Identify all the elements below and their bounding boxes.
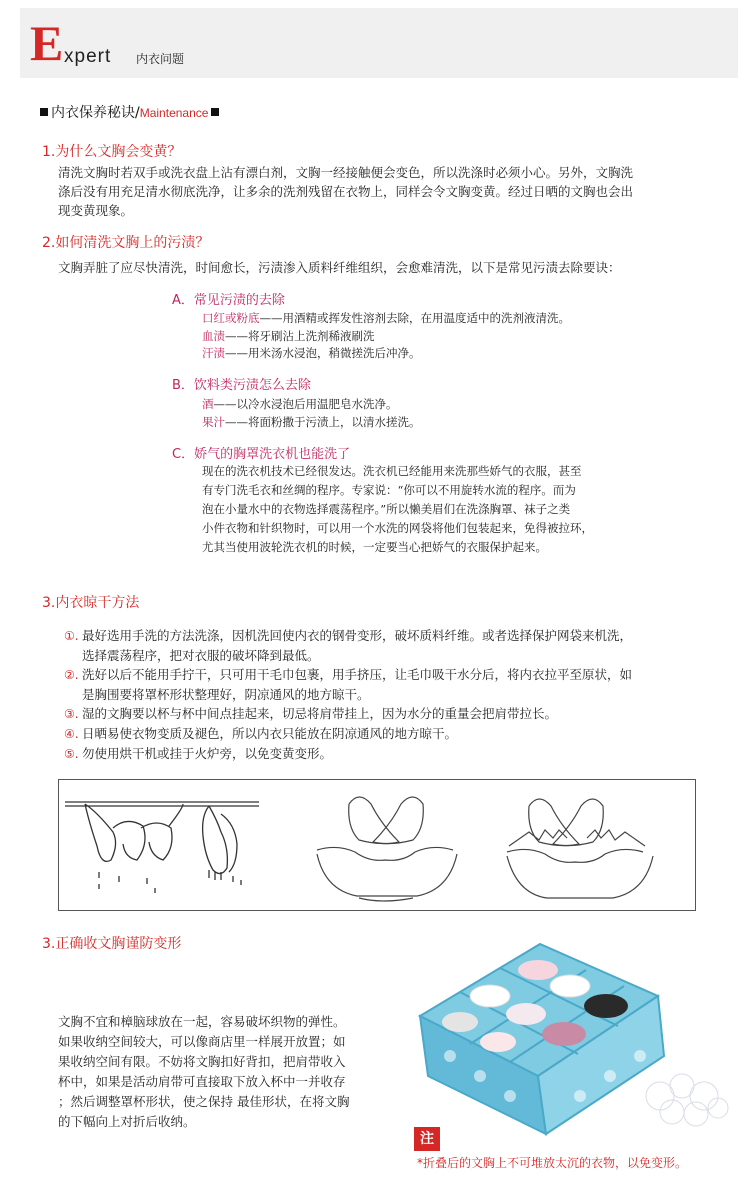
body-line: 有专门洗毛衣和丝绸的程序。专家说：“你可以不用旋转水流的程序。而为 (202, 483, 576, 497)
drying-tip-item (64, 704, 557, 724)
drying-tip-item (64, 665, 632, 704)
storage-box-image (410, 926, 740, 1136)
tip-text: 日晒易使衣物变质及褪色，所以内衣只能放在阴凉通风的地方晾干。 (82, 726, 458, 741)
header-subtitle: 内衣问题 (136, 52, 185, 66)
stain-section-c-title: C．娇气的胸罩洗衣机也能洗了 (172, 447, 351, 462)
tip-number: ②. (64, 668, 79, 682)
tip-text: 勿使用烘干机或挂于火炉旁，以免变黄变形。 (82, 746, 333, 761)
body-line: 文胸不宜和樟脑球放在一起，容易破坏织物的弹性。 (58, 1014, 346, 1029)
tip-text: 湿的文胸要以杯与杯中间点挂起来，切忌将肩带挂上，因为水分的重量会把肩带拉长。 (82, 706, 558, 721)
body-line: 现变黄现象。 (58, 203, 134, 218)
bra-hanging-icon (65, 802, 259, 893)
header-banner (20, 8, 738, 78)
bra-folded-icon (317, 797, 457, 901)
stain-line (202, 396, 398, 413)
tip-text: 最好选用手洗的方法洗涤，因机洗回使内衣的钢骨变形，破坏质料纤维。或者选择保护网袋来机洗， (82, 628, 633, 643)
tip-number: ①. (64, 629, 79, 643)
stain-label: 酒 (202, 397, 214, 411)
tip-number: ④. (64, 727, 79, 741)
body-line: 果收纳空间有限。不妨将文胸扣好背扣，把肩带收入 (58, 1054, 346, 1069)
drying-illustration-svg (59, 780, 695, 910)
question-4-body (58, 1012, 398, 1132)
stain-label: 汗渍 (202, 346, 225, 360)
stain-text: ——用酒精或挥发性溶剂去除，在用温度适中的洗剂液清洗。 (259, 311, 570, 325)
square-bullet-icon (211, 108, 219, 116)
drying-tip-item (64, 626, 632, 665)
washing-machine-paragraph (202, 462, 662, 557)
storage-box-icon (410, 926, 740, 1136)
body-line: ；然后调整罩杯形状，使之保持 最佳形状，在将文胸 (58, 1094, 350, 1109)
question-1-title: 1.为什么文胸会变黄？ (42, 144, 182, 160)
stain-text: ——用米汤水浸泡，稍微搓洗后冲净。 (225, 346, 421, 360)
question-2-title: 2.如何清洗文胸上的污渍？ (42, 235, 210, 251)
section-title-en: Maintenance (139, 106, 209, 120)
stain-text: ——以冷水浸泡后用温肥皂水洗净。 (213, 397, 398, 411)
body-line: 现在的洗衣机技术已经很发达。洗衣机已经能用来洗那些娇气的衣服，甚至 (202, 464, 582, 478)
question-3-title: 3.内衣晾干方法 (42, 595, 140, 611)
bra-shaping-hands-icon (507, 799, 653, 898)
stain-label: 血渍 (202, 329, 225, 343)
tip-text: 洗好以后不能用手拧干，只可用干毛巾包裹，用手挤压，让毛巾吸干水分后，将内衣拉平至原状，如 (82, 667, 633, 682)
drying-tip-item (64, 744, 332, 764)
header-logo-word: xpert (64, 46, 112, 67)
stain-line (202, 310, 570, 327)
stain-line (202, 328, 375, 345)
question-2-intro: 文胸弄脏了应尽快清洗，时间愈长，污渍渗入质料纤维组织，会愈难清洗，以下是常见污渍去除要诀： (58, 260, 621, 275)
note-text: *折叠后的文胸上不可堆放太沉的衣物，以免变形。 (417, 1156, 688, 1170)
stain-text: ——将面粉撒于污渍上，以清水搓洗。 (225, 415, 421, 429)
section-title-cn: 内衣保养秘诀/ (51, 105, 140, 121)
stain-line (202, 345, 421, 362)
stain-section-b-title: B．饮料类污渍怎么去除 (172, 378, 311, 393)
stain-label: 口红或粉底 (202, 311, 260, 325)
tip-number: ③. (64, 707, 79, 721)
body-line: 的下幅向上对折后收纳。 (58, 1114, 196, 1129)
tip-text: 是胸围要将罩杯形状整理好，阴凉通风的地方晾干。 (82, 687, 370, 702)
body-line: 尤其当使用波轮洗衣机的时候，一定要当心把娇气的衣服保护起来。 (202, 540, 547, 554)
question-1-body (58, 163, 718, 220)
section-title (40, 102, 219, 122)
note-label: 注 (414, 1127, 440, 1151)
body-line: 杯中，如果是活动肩带可直接取下放入杯中一并收存 (58, 1074, 346, 1089)
question-4-title: 3.正确收文胸谨防变形 (42, 936, 182, 952)
stain-text: ——将牙刷沾上洗剂稀液刷洗 (225, 329, 375, 343)
drying-illustration (58, 779, 696, 911)
stain-line (202, 414, 421, 431)
body-line: 泡在小量水中的衣物选择震荡程序。”所以懒美眉们在洗涤胸罩、袜子之类 (202, 502, 571, 516)
tip-text: 选择震荡程序，把对衣服的破坏降到最低。 (82, 648, 320, 663)
body-line: 清洗文胸时若双手或洗衣盘上沾有漂白剂，文胸一经接触便会变色，所以洗涤时必须小心。另外，文胸洗 (58, 165, 634, 180)
drying-tip-item (64, 724, 457, 744)
body-line: 小件衣物和针织物时，可以用一个水洗的网袋将他们包装起来，免得被拉环， (202, 521, 593, 535)
tip-number: ⑤. (64, 747, 79, 761)
body-line: 如果收纳空间较大，可以像商店里一样展开放置；如 (58, 1034, 346, 1049)
header-logo-letter: E (30, 15, 64, 71)
square-bullet-icon (40, 108, 48, 116)
body-line: 涤后没有用充足清水彻底洗净，让多余的洗剂残留在衣物上，同样会令文胸变黄。经过日晒的文胸也会出 (58, 184, 634, 199)
stain-section-a-title: A．常见污渍的去除 (172, 293, 285, 308)
stain-label: 果汁 (202, 415, 225, 429)
